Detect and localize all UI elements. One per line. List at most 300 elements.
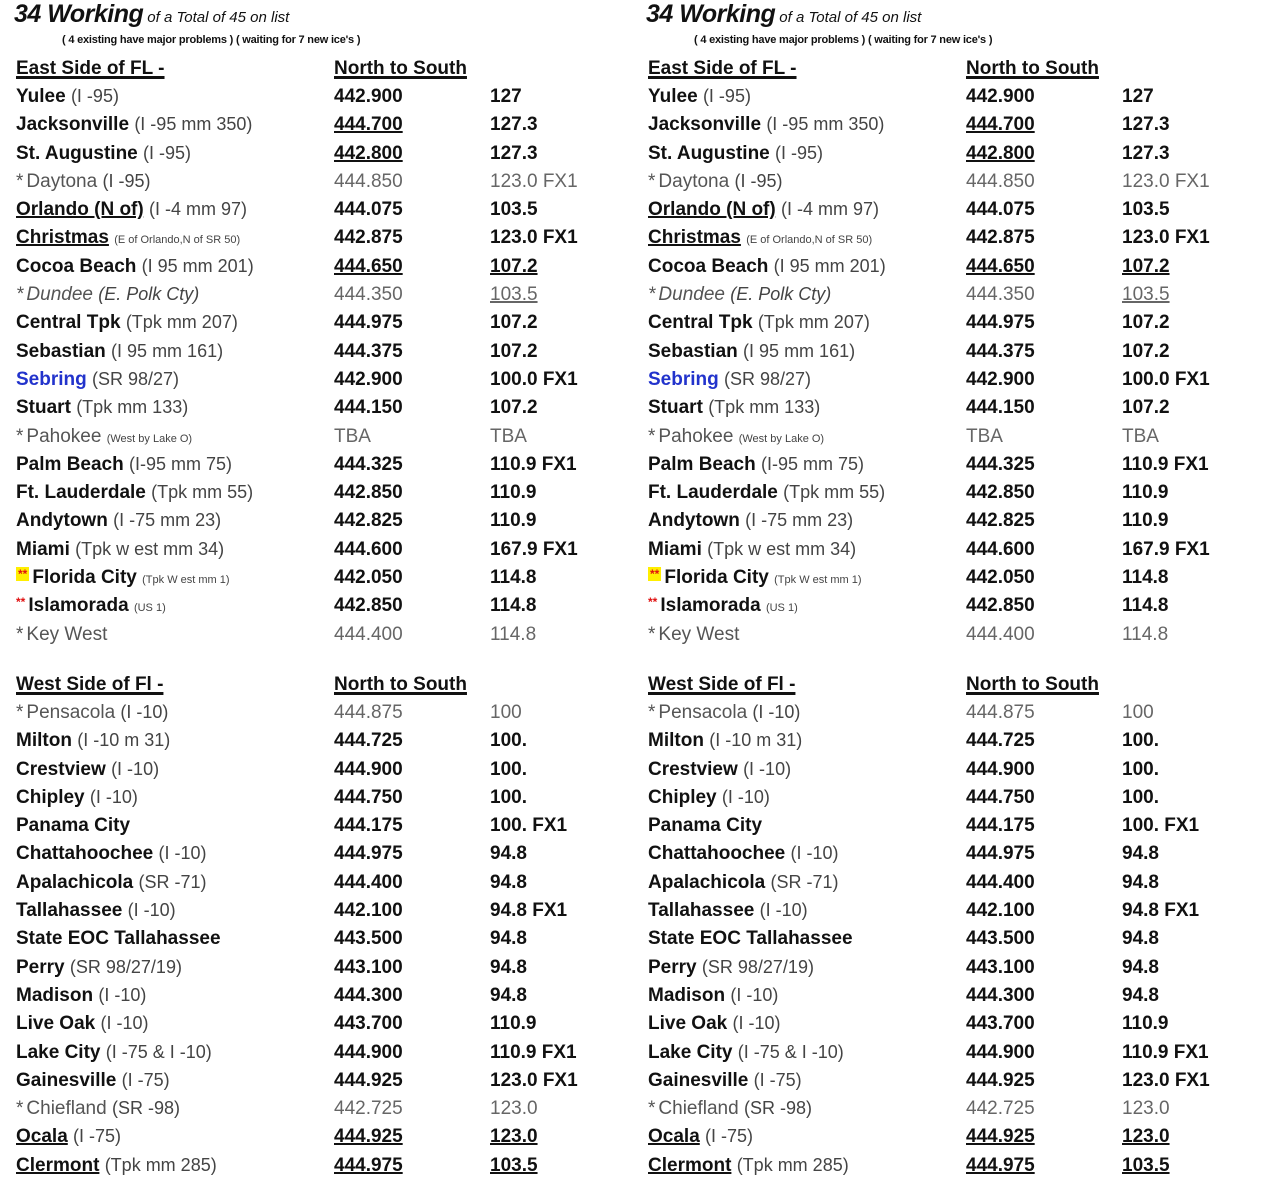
repeater-tone: 110.9 — [490, 482, 537, 504]
location-name: Lake City — [648, 1041, 733, 1063]
repeater-location — [648, 928, 853, 950]
repeater-tone: 100 — [490, 701, 522, 723]
location-route: (Tpk w est mm 34) — [707, 538, 857, 559]
repeater-tone: 107.2 — [490, 255, 538, 277]
repeater-row — [14, 225, 644, 253]
repeater-tone: 100. FX1 — [1122, 815, 1200, 837]
location-name: Sebastian — [16, 340, 106, 362]
location-name: Ft. Lauderdale — [648, 482, 778, 504]
location-name: Sebring — [16, 368, 87, 390]
location-route: (I -10) — [790, 843, 839, 864]
location-route: (SR 98/27) — [92, 368, 180, 389]
repeater-location — [648, 397, 820, 419]
repeater-row — [646, 84, 1276, 112]
repeater-tone: 123.0 FX1 — [1122, 227, 1210, 249]
repeater-frequency: 444.925 — [334, 1069, 403, 1091]
repeater-location — [16, 143, 191, 165]
location-route: (I -95 mm 350) — [766, 114, 885, 135]
repeater-frequency: 444.150 — [334, 397, 403, 419]
location-name: Christmas — [16, 227, 109, 249]
location-route: (I 95 mm 161) — [111, 340, 224, 361]
repeater-row — [14, 1096, 644, 1124]
repeater-location — [16, 900, 176, 922]
location-name: Chiefland — [26, 1098, 107, 1120]
repeater-tone: 94.8 — [490, 871, 527, 893]
repeater-frequency: 444.850 — [966, 170, 1035, 192]
repeater-tone: 94.8 — [490, 843, 527, 865]
location-route: (I-95 mm 75) — [761, 453, 865, 474]
repeater-location — [648, 227, 872, 249]
location-route: (I -75) — [121, 1069, 170, 1090]
repeater-row — [646, 1124, 1276, 1152]
section-gap — [14, 650, 644, 672]
repeater-row — [14, 593, 644, 621]
repeater-tone: 127.3 — [1122, 114, 1170, 136]
repeater-row — [646, 785, 1276, 813]
repeater-location — [648, 199, 879, 221]
location-route: (E of Orlando,N of SR 50) — [746, 234, 873, 247]
location-route: (I -75 mm 23) — [113, 510, 222, 531]
location-route: (SR -98) — [111, 1098, 180, 1119]
repeater-tone: 107.2 — [490, 312, 538, 334]
location-name: Gainesville — [648, 1069, 749, 1091]
repeater-tone: 110.9 FX1 — [490, 453, 577, 475]
repeater-frequency: 442.800 — [334, 142, 403, 164]
location-name: Madison — [648, 984, 726, 1006]
repeater-location — [16, 957, 182, 979]
repeater-tone: 107.2 — [1122, 312, 1170, 334]
repeater-frequency: 442.850 — [334, 482, 403, 504]
repeater-row — [14, 870, 644, 898]
status-marker: * — [16, 1098, 24, 1120]
repeater-location — [648, 482, 885, 504]
repeater-row — [14, 1011, 644, 1039]
repeater-row — [646, 593, 1276, 621]
repeater-frequency: 444.725 — [334, 730, 403, 752]
repeater-location — [16, 114, 252, 136]
repeater-tone: 114.8 — [1122, 595, 1169, 617]
repeater-row — [646, 1040, 1276, 1068]
location-name: Pensacola — [26, 701, 116, 723]
repeater-frequency: 442.900 — [966, 86, 1035, 107]
repeater-tone: 123.0 FX1 — [490, 170, 578, 192]
west-section-heading — [646, 672, 1276, 700]
repeater-row — [646, 1011, 1276, 1039]
repeater-location — [648, 284, 831, 306]
repeater-frequency: 442.050 — [334, 567, 403, 589]
location-route: (SR 98/27/19) — [701, 956, 814, 977]
location-name: Chipley — [16, 786, 85, 808]
repeater-location — [16, 510, 221, 532]
repeater-tone: 103.5 — [490, 199, 538, 221]
status-marker: * — [648, 170, 656, 192]
location-route: (I -10) — [89, 786, 138, 807]
repeater-tone: 114.8 — [490, 623, 537, 645]
repeater-frequency: 444.400 — [334, 871, 403, 893]
repeater-location — [648, 539, 856, 561]
header-title: 34 Working — [14, 0, 144, 28]
repeater-tone: 100. FX1 — [490, 815, 568, 837]
repeater-tone: 94.8 — [1122, 984, 1159, 1006]
repeater-tone: 100. — [490, 786, 527, 808]
location-route: (E. Polk Cty) — [730, 284, 832, 305]
repeater-frequency: 442.825 — [966, 510, 1035, 532]
repeater-frequency: 444.875 — [966, 701, 1035, 723]
location-route: (I -10) — [743, 758, 792, 779]
section-direction: North to South — [334, 58, 467, 79]
repeater-location — [648, 567, 862, 589]
location-route: (I -75) — [753, 1069, 802, 1090]
location-route: (I -10) — [111, 758, 160, 779]
location-route: (I -75) — [705, 1126, 754, 1147]
repeater-location — [648, 730, 802, 752]
repeater-frequency: 444.975 — [334, 312, 403, 334]
repeater-row — [646, 622, 1276, 650]
location-route: (SR 98/27) — [724, 368, 812, 389]
location-route: (US 1) — [765, 602, 798, 615]
repeater-row — [14, 565, 644, 593]
location-name: St. Augustine — [648, 142, 770, 164]
location-name: Clermont — [648, 1154, 732, 1176]
location-route: (I -95) — [70, 86, 119, 106]
repeater-location — [16, 1126, 121, 1148]
section-title: East Side of FL - — [648, 58, 797, 79]
repeater-row — [14, 169, 644, 197]
location-name: State EOC Tallahassee — [16, 928, 221, 950]
status-marker: * — [16, 623, 24, 645]
repeater-frequency: 444.400 — [966, 871, 1035, 893]
location-route: (I -10) — [127, 900, 176, 921]
section-title: West Side of Fl - — [648, 673, 796, 695]
repeater-row — [14, 700, 644, 728]
repeater-row — [14, 197, 644, 225]
location-name: Chattahoochee — [648, 843, 786, 865]
repeater-row — [14, 1124, 644, 1152]
repeater-row — [14, 955, 644, 983]
repeater-frequency: 444.175 — [334, 815, 403, 837]
location-name: Apalachicola — [648, 871, 766, 893]
location-name: Cocoa Beach — [16, 255, 137, 277]
repeater-row — [646, 452, 1276, 480]
location-name: Panama City — [648, 815, 763, 837]
repeater-location — [16, 171, 150, 193]
list-header — [646, 0, 1276, 34]
location-route: (I -10) — [759, 900, 808, 921]
location-route: (SR -71) — [138, 871, 207, 892]
repeater-row — [14, 424, 644, 452]
location-route: (I -95) — [775, 142, 824, 163]
repeater-frequency: 444.350 — [334, 284, 403, 306]
repeater-tone: 107.2 — [490, 340, 538, 362]
repeater-row — [14, 983, 644, 1011]
repeater-row — [646, 870, 1276, 898]
location-name: Dundee — [26, 284, 93, 306]
location-name: Live Oak — [16, 1013, 96, 1035]
repeater-row — [14, 1068, 644, 1096]
repeater-tone: 94.8 — [1122, 843, 1159, 865]
repeater-frequency: 442.850 — [334, 595, 403, 617]
location-route: (US 1) — [133, 602, 166, 615]
status-marker: * — [648, 284, 656, 306]
repeater-frequency: 442.725 — [966, 1098, 1035, 1120]
location-route: (Tpk W est mm 1) — [142, 574, 230, 587]
repeater-row — [646, 700, 1276, 728]
repeater-frequency: 444.975 — [966, 843, 1035, 865]
repeater-frequency: 443.100 — [334, 956, 403, 978]
location-name: Orlando (N of) — [648, 199, 776, 221]
section-direction: North to South — [334, 673, 467, 695]
location-name: Panama City — [16, 815, 131, 837]
repeater-frequency: 444.925 — [966, 1126, 1035, 1148]
location-name: Cocoa Beach — [648, 255, 769, 277]
repeater-tone: 94.8 — [490, 928, 527, 950]
repeater-frequency: 443.100 — [966, 956, 1035, 978]
repeater-tone: TBA — [1122, 425, 1159, 447]
location-name: Ft. Lauderdale — [16, 482, 146, 504]
repeater-tone: 127.3 — [490, 114, 538, 136]
repeater-tone: 123.0 FX1 — [1122, 170, 1210, 192]
location-name: Christmas — [648, 227, 741, 249]
location-route: (I -4 mm 97) — [148, 199, 247, 220]
repeater-location — [648, 787, 770, 809]
location-name: Crestview — [648, 758, 738, 780]
repeater-tone: 103.5 — [490, 1154, 538, 1176]
repeater-location — [648, 1098, 812, 1120]
repeater-tone: 127 — [1122, 86, 1154, 107]
repeater-tone: 110.9 — [1122, 510, 1169, 532]
repeater-frequency: TBA — [966, 425, 1003, 447]
repeater-frequency: TBA — [334, 425, 371, 447]
location-route: (I -95) — [102, 170, 151, 191]
location-name: Yulee — [16, 86, 66, 107]
repeater-tone: 100. — [490, 730, 527, 752]
repeater-location — [648, 985, 778, 1007]
repeater-row — [646, 141, 1276, 169]
repeater-frequency: 444.725 — [966, 730, 1035, 752]
repeater-frequency: 444.925 — [966, 1069, 1035, 1091]
location-name: Milton — [16, 730, 72, 752]
repeater-tone: 123.0 — [490, 1098, 538, 1120]
repeater-tone: 103.5 — [1122, 199, 1170, 221]
location-name: Lake City — [16, 1041, 101, 1063]
location-route: (E. Polk Cty) — [98, 284, 200, 305]
location-route: (E of Orlando,N of SR 50) — [114, 234, 241, 247]
location-route: (I 95 mm 201) — [773, 255, 886, 276]
repeater-row — [646, 112, 1276, 140]
repeater-row — [646, 169, 1276, 197]
repeater-row — [14, 537, 644, 565]
location-route: (Tpk mm 55) — [783, 482, 886, 503]
repeater-frequency: 444.600 — [966, 538, 1035, 560]
repeater-location — [648, 143, 823, 165]
location-route: (I -95) — [734, 170, 783, 191]
location-name: Perry — [648, 956, 697, 978]
repeater-row — [14, 1153, 644, 1181]
repeater-tone: 107.2 — [1122, 397, 1170, 419]
location-route: (I -75 & I -10) — [737, 1041, 844, 1062]
location-name: Dundee — [658, 284, 725, 306]
repeater-frequency: 442.100 — [334, 900, 403, 922]
repeater-location — [648, 815, 762, 837]
repeater-frequency: 444.375 — [334, 340, 403, 362]
location-route: (Tpk mm 285) — [736, 1154, 849, 1175]
repeater-location — [16, 872, 207, 894]
repeater-frequency: 442.850 — [966, 595, 1035, 617]
repeater-tone: 103.5 — [1122, 284, 1170, 306]
repeater-location — [648, 1013, 781, 1035]
repeater-location — [16, 1070, 170, 1092]
repeater-frequency: 444.400 — [966, 623, 1035, 645]
repeater-tone: 103.5 — [1122, 1154, 1170, 1176]
repeater-row — [646, 955, 1276, 983]
repeater-frequency: 444.750 — [334, 786, 403, 808]
location-name: Apalachicola — [16, 871, 134, 893]
section-title: West Side of Fl - — [16, 673, 164, 695]
location-name: St. Augustine — [16, 142, 138, 164]
section-title: East Side of FL - — [16, 58, 165, 79]
repeater-location — [648, 369, 811, 391]
repeater-tone: TBA — [490, 425, 527, 447]
location-name: Ocala — [648, 1126, 700, 1148]
repeater-frequency: 442.875 — [966, 227, 1035, 249]
repeater-row — [646, 367, 1276, 395]
repeater-row — [646, 254, 1276, 282]
repeater-frequency: 444.850 — [334, 170, 403, 192]
location-route: (I -10) — [730, 984, 779, 1005]
repeater-row — [14, 785, 644, 813]
repeater-frequency: 444.075 — [966, 199, 1035, 221]
repeater-row — [646, 841, 1276, 869]
repeater-tone: 123.0 — [490, 1126, 538, 1148]
repeater-tone: 107.2 — [1122, 255, 1170, 277]
repeater-row — [646, 1068, 1276, 1096]
repeater-location — [16, 199, 247, 221]
repeater-row — [14, 813, 644, 841]
repeater-tone: 127.3 — [490, 142, 538, 164]
repeater-location — [16, 256, 254, 278]
repeater-frequency: 444.175 — [966, 815, 1035, 837]
repeater-frequency: 444.900 — [334, 1041, 403, 1063]
status-marker: * — [648, 425, 656, 447]
repeater-row — [646, 282, 1276, 310]
repeater-tone: 100. — [1122, 730, 1159, 752]
repeater-location — [16, 454, 232, 476]
repeater-frequency: 444.900 — [334, 758, 403, 780]
repeater-location — [648, 843, 839, 865]
location-name: Palm Beach — [648, 453, 756, 475]
repeater-location — [648, 312, 870, 334]
repeater-frequency: 444.075 — [334, 199, 403, 221]
status-marker: * — [648, 1098, 656, 1120]
repeater-tone: 100.0 FX1 — [1122, 368, 1210, 390]
location-route: (SR -98) — [743, 1098, 812, 1119]
repeater-tone: 167.9 FX1 — [1122, 538, 1210, 560]
repeater-location — [648, 86, 751, 108]
repeater-row — [14, 757, 644, 785]
repeater-location — [648, 1070, 802, 1092]
repeater-tone: 110.9 FX1 — [1122, 453, 1209, 475]
repeater-tone: 127 — [490, 86, 522, 107]
location-name: State EOC Tallahassee — [648, 928, 853, 950]
repeater-row — [646, 898, 1276, 926]
location-name: Florida City — [32, 567, 137, 589]
status-marker: * — [16, 284, 24, 306]
repeater-location — [648, 171, 782, 193]
repeater-row — [646, 424, 1276, 452]
repeater-location — [648, 872, 839, 894]
repeater-location — [16, 702, 168, 724]
repeater-row — [646, 565, 1276, 593]
repeater-frequency: 442.900 — [334, 86, 403, 107]
location-route: (I -10) — [752, 701, 801, 722]
repeater-location — [648, 595, 798, 617]
repeater-row — [14, 339, 644, 367]
location-name: Tallahassee — [16, 900, 123, 922]
repeater-row — [14, 508, 644, 536]
repeater-row — [14, 622, 644, 650]
repeater-location — [648, 341, 855, 363]
repeater-location — [648, 1126, 753, 1148]
repeater-row — [14, 480, 644, 508]
header-subtitle: of a Total of 45 on list — [147, 9, 290, 26]
repeater-location — [16, 227, 240, 249]
repeater-frequency: 444.700 — [334, 114, 403, 136]
repeater-frequency: 442.800 — [966, 142, 1035, 164]
location-name: Palm Beach — [16, 453, 124, 475]
status-marker: * — [16, 701, 24, 723]
location-name: Yulee — [648, 86, 698, 107]
location-route: (I -10) — [732, 1013, 781, 1034]
repeater-location — [648, 1155, 849, 1177]
header-subtitle: of a Total of 45 on list — [779, 9, 922, 26]
location-name: Clermont — [16, 1154, 100, 1176]
repeater-frequency: 444.750 — [966, 786, 1035, 808]
repeater-row — [646, 395, 1276, 423]
repeater-location — [16, 730, 170, 752]
repeater-row — [646, 1096, 1276, 1124]
repeater-location — [648, 256, 886, 278]
section-direction: North to South — [966, 58, 1099, 79]
location-route: (I -10 m 31) — [77, 730, 171, 751]
repeater-frequency: 443.500 — [334, 928, 403, 950]
repeater-frequency: 444.350 — [966, 284, 1035, 306]
repeater-location — [16, 567, 230, 589]
header-title: 34 Working — [646, 0, 776, 28]
location-route: (I -95) — [143, 142, 192, 163]
location-route: (Tpk W est mm 1) — [774, 574, 862, 587]
repeater-row — [646, 1153, 1276, 1181]
repeater-row — [646, 757, 1276, 785]
location-name: Chiefland — [658, 1098, 739, 1120]
section-direction: North to South — [966, 673, 1099, 695]
repeater-tone: 100 — [1122, 701, 1154, 723]
location-name: Andytown — [648, 510, 740, 532]
repeater-frequency: 442.825 — [334, 510, 403, 532]
repeater-list-left — [14, 0, 644, 1181]
repeater-row — [14, 841, 644, 869]
location-name: Live Oak — [648, 1013, 728, 1035]
repeater-row — [646, 728, 1276, 756]
list-header — [14, 0, 644, 34]
repeater-row — [646, 339, 1276, 367]
location-name: Miami — [648, 538, 702, 560]
repeater-frequency: 444.900 — [966, 1041, 1035, 1063]
location-name: Stuart — [16, 397, 71, 419]
repeater-frequency: 444.375 — [966, 340, 1035, 362]
location-route: (I -95) — [702, 86, 751, 106]
repeater-frequency: 444.925 — [334, 1126, 403, 1148]
repeater-location — [16, 985, 146, 1007]
